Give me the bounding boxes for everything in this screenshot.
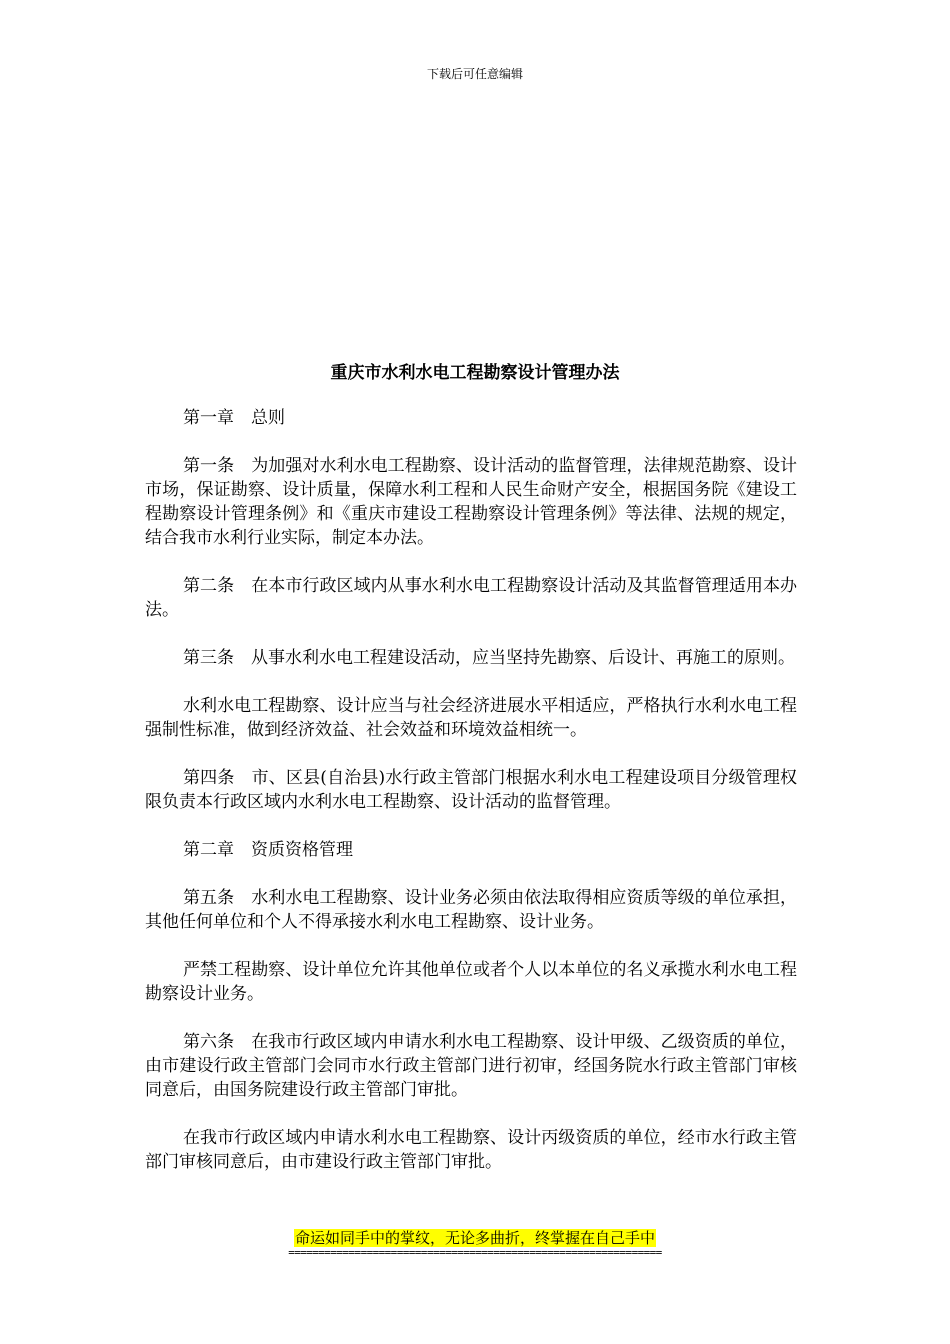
footer-motto-text: 命运如同手中的掌纹，无论多曲折，终掌握在自己手中 [294,1229,655,1247]
article-5-continuation-paragraph: 严禁工程勘察、设计单位允许其他单位或者个人以本单位的名义承揽水利水电工程勘察设计业务。 [145,960,797,1004]
article-5-paragraph: 第五条 水利水电工程勘察、设计业务必须由依法取得相应资质等级的单位承担，其他任何单位和个人不得承接水利水电工程勘察、设计业务。 [145,888,797,932]
article-6-paragraph: 第六条 在我市行政区域内申请水利水电工程勘察、设计甲级、乙级资质的单位，由市建设行政主管部门会同市水行政主管部门进行初审，经国务院水行政主管部门审核同意后，由国务院建设行政主管部门审批。 [145,1032,797,1100]
document-title: 重庆市水利水电工程勘察设计管理办法 [330,363,620,383]
article-4-paragraph: 第四条 市、区县(自治县)水行政主管部门根据水利水电工程建设项目分级管理权限负责本行政区域内水利水电工程勘察、设计活动的监督管理。 [145,768,797,812]
footer-rule: ============================================================== [288,1246,662,1259]
article-6-continuation-paragraph: 在我市行政区域内申请水利水电工程勘察、设计丙级资质的单位，经市水行政主管部门审核同意后，由市建设行政主管部门审批。 [145,1128,797,1172]
chapter-heading-2: 第二章 资质资格管理 [183,840,353,860]
article-3-continuation-paragraph: 水利水电工程勘察、设计应当与社会经济进展水平相适应，严格执行水利水电工程强制性标准，做到经济效益、社会效益和环境效益相统一。 [145,696,797,740]
footer-motto [0,1228,950,1248]
article-3-paragraph: 第三条 从事水利水电工程建设活动，应当坚持先勘察、后设计、再施工的原则。 [183,648,795,668]
header-note: 下载后可任意编辑 [426,67,523,81]
chapter-heading-1: 第一章 总则 [183,408,285,428]
article-1-paragraph: 第一条 为加强对水利水电工程勘察、设计活动的监督管理，法律规范勘察、设计市场，保证勘察、设计质量，保障水利工程和人民生命财产安全，根据国务院《建设工程勘察设计管理条例》和《重庆市建设工程勘察设计管理条例》等法律、法规的规定，结合我市水利行业实际，制定本办法。 [145,456,797,548]
article-2-paragraph: 第二条 在本市行政区域内从事水利水电工程勘察设计活动及其监督管理适用本办法。 [145,576,797,620]
document-body [145,406,797,1198]
